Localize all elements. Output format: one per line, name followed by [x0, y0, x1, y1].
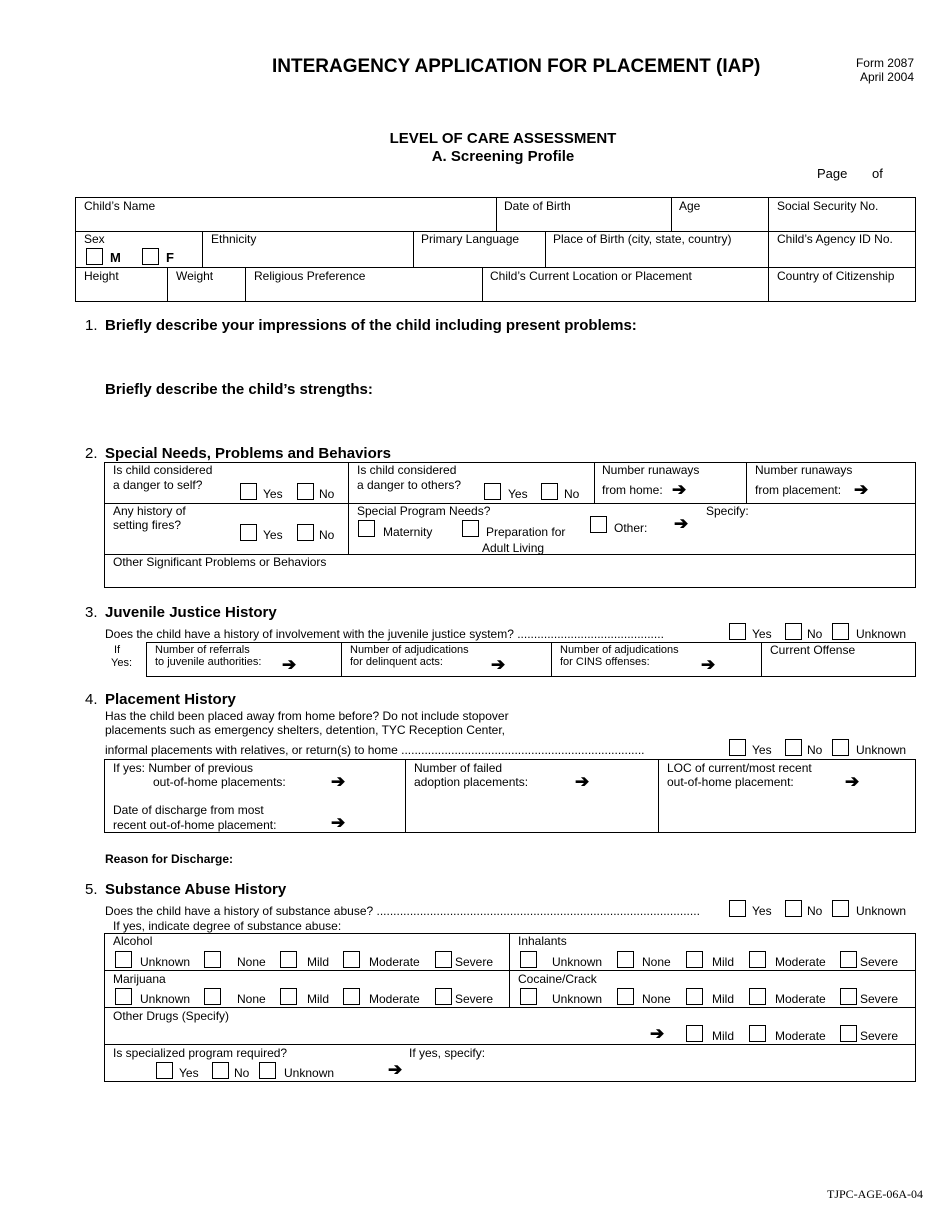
other-drugs-moderate-checkbox[interactable]	[749, 1025, 766, 1042]
substance-no-checkbox[interactable]	[785, 900, 802, 917]
marijuana-mild-label: Mild	[307, 992, 330, 1006]
section5-title: Substance Abuse History	[105, 881, 287, 898]
marijuana-none-checkbox[interactable]	[204, 988, 221, 1005]
alcohol-severe-checkbox[interactable]	[435, 951, 452, 968]
dob-label: Date of Birth	[504, 199, 571, 213]
placement-yes-label: Yes	[752, 743, 772, 757]
current-offense-label: Current Offense	[770, 643, 856, 657]
prev-placements-arrow-icon: ➔	[331, 772, 346, 791]
inhalants-label: Inhalants	[518, 934, 567, 948]
runaways-placement-line2: from placement:	[755, 483, 842, 497]
marijuana-unknown-label: Unknown	[140, 992, 191, 1006]
strengths-prompt: Briefly describe the child’s strengths:	[105, 381, 373, 398]
special-program-label: Special Program Needs?	[357, 504, 491, 518]
other-problems-label: Other Significant Problems or Behaviors	[113, 555, 327, 569]
jj-yes-label: Yes	[752, 627, 772, 641]
danger-others-no-checkbox[interactable]	[541, 483, 558, 500]
discharge-date-line2: recent out-of-home placement:	[113, 818, 277, 832]
cocaine-none-label: None	[642, 992, 671, 1006]
placement-no-checkbox[interactable]	[785, 739, 802, 756]
adult-living-checkbox[interactable]	[462, 520, 479, 537]
fires-line2: setting fires?	[113, 518, 182, 532]
runaways-placement-line1: Number runaways	[755, 463, 853, 477]
marijuana-moderate-label: Moderate	[369, 992, 420, 1006]
childs-name-label: Child’s Name	[84, 199, 156, 213]
marijuana-mild-checkbox[interactable]	[280, 988, 297, 1005]
sex-m-label: M	[110, 250, 121, 265]
placement-q-line3: informal placements with relatives, or return(s) to home .........................................................................	[105, 743, 645, 757]
current-location-label: Child’s Current Location or Placement	[490, 269, 692, 283]
other-program-label: Other:	[614, 521, 648, 535]
if-yes-specify-label: If yes, specify:	[409, 1046, 486, 1060]
specialized-unknown-label: Unknown	[284, 1066, 335, 1080]
cocaine-unknown-checkbox[interactable]	[520, 988, 537, 1005]
agency-id-label: Child’s Agency ID No.	[777, 232, 893, 246]
page-of-label: of	[872, 166, 883, 181]
substance-yes-label: Yes	[752, 904, 772, 918]
inhalants-unknown-checkbox[interactable]	[520, 951, 537, 968]
fires-no-checkbox[interactable]	[297, 524, 314, 541]
marijuana-moderate-checkbox[interactable]	[343, 988, 360, 1005]
placement-no-label: No	[807, 743, 823, 757]
alcohol-unknown-checkbox[interactable]	[115, 951, 132, 968]
adj-delinquent-line2: for delinquent acts:	[350, 656, 443, 668]
section4-number: 4.	[85, 691, 98, 708]
specialized-yes-checkbox[interactable]	[156, 1062, 173, 1079]
inhalants-mild-checkbox[interactable]	[686, 951, 703, 968]
loc-line1: LOC of current/most recent	[667, 761, 812, 775]
maternity-label: Maternity	[383, 525, 433, 539]
sex-f-label: F	[166, 250, 174, 265]
section-name: A. Screening Profile	[431, 148, 575, 165]
jj-if-line1: If	[114, 644, 121, 656]
page-subtitle: LEVEL OF CARE ASSESSMENT	[389, 130, 617, 147]
other-drugs-mild-checkbox[interactable]	[686, 1025, 703, 1042]
specialized-unknown-checkbox[interactable]	[259, 1062, 276, 1079]
marijuana-severe-checkbox[interactable]	[435, 988, 452, 1005]
inhalants-severe-label: Severe	[860, 955, 899, 969]
alcohol-none-label: None	[237, 955, 266, 969]
other-drugs-arrow-icon: ➔	[650, 1024, 665, 1043]
danger-others-yes-label: Yes	[508, 487, 528, 501]
section3-number: 3.	[85, 604, 98, 621]
danger-self-yes-label: Yes	[263, 487, 283, 501]
fires-no-label: No	[319, 528, 335, 542]
ethnicity-label: Ethnicity	[211, 232, 257, 246]
cocaine-mild-label: Mild	[712, 992, 735, 1006]
substance-degree-label: If yes, indicate degree of substance abuse:	[113, 919, 342, 933]
discharge-date-line1: Date of discharge from most	[113, 803, 264, 817]
substance-unknown-label: Unknown	[856, 904, 907, 918]
page-label: Page	[817, 166, 848, 181]
sex-label: Sex	[84, 232, 105, 246]
weight-label: Weight	[176, 269, 214, 283]
placement-unknown-checkbox[interactable]	[832, 739, 849, 756]
cocaine-mild-checkbox[interactable]	[686, 988, 703, 1005]
adj-delinquent-arrow-icon: ➔	[491, 655, 506, 674]
other-drugs-severe-checkbox[interactable]	[840, 1025, 857, 1042]
inhalants-mild-label: Mild	[712, 955, 735, 969]
specify-label: Specify:	[706, 504, 749, 518]
alcohol-mild-label: Mild	[307, 955, 330, 969]
marijuana-unknown-checkbox[interactable]	[115, 988, 132, 1005]
adj-cins-line1: Number of adjudications	[560, 644, 679, 656]
placement-q-line1: Has the child been placed away from home before? Do not include stopover	[105, 709, 509, 723]
other-drugs-moderate-label: Moderate	[775, 1029, 826, 1043]
fires-line1: Any history of	[113, 504, 186, 518]
section2-title: Special Needs, Problems and Behaviors	[105, 445, 391, 462]
inhalants-none-checkbox[interactable]	[617, 951, 634, 968]
form-title: INTERAGENCY APPLICATION FOR PLACEMENT (IAP)	[272, 56, 761, 77]
runaways-home-line2: from home:	[602, 483, 663, 497]
substance-no-label: No	[807, 904, 823, 918]
danger-others-yes-checkbox[interactable]	[484, 483, 501, 500]
specialized-yes-label: Yes	[179, 1066, 199, 1080]
runaways-placement-arrow-icon: ➔	[854, 480, 869, 499]
alcohol-none-checkbox[interactable]	[204, 951, 221, 968]
referrals-arrow-icon: ➔	[282, 655, 297, 674]
ssn-label: Social Security No.	[777, 199, 879, 213]
failed-adoption-line2: adoption placements:	[414, 775, 529, 789]
substance-question: Does the child have a history of substance abuse? .................................................................................................	[105, 904, 700, 918]
fires-yes-label: Yes	[263, 528, 283, 542]
age-label: Age	[679, 199, 701, 213]
section2-number: 2.	[85, 445, 98, 462]
maternity-checkbox[interactable]	[358, 520, 375, 537]
adj-delinquent-line1: Number of adjudications	[350, 644, 469, 656]
alcohol-label: Alcohol	[113, 934, 153, 948]
danger-self-line1: Is child considered	[113, 463, 213, 477]
specialized-program-label: Is specialized program required?	[113, 1046, 288, 1060]
placement-yes-checkbox[interactable]	[729, 739, 746, 756]
danger-self-line2: a danger to self?	[113, 478, 203, 492]
jj-no-label: No	[807, 627, 823, 641]
inhalants-moderate-label: Moderate	[775, 955, 826, 969]
footer-form-code: TJPC-AGE-06A-04	[827, 1187, 923, 1201]
marijuana-label: Marijuana	[113, 972, 166, 986]
impressions-prompt: Briefly describe your impressions of the child including present problems:	[105, 317, 637, 334]
marijuana-none-label: None	[237, 992, 266, 1006]
alcohol-mild-checkbox[interactable]	[280, 951, 297, 968]
specialized-no-checkbox[interactable]	[212, 1062, 229, 1079]
danger-others-line1: Is child considered	[357, 463, 457, 477]
specialized-arrow-icon: ➔	[388, 1060, 403, 1079]
other-drugs-mild-label: Mild	[712, 1029, 735, 1043]
loc-arrow-icon: ➔	[845, 772, 860, 791]
place-of-birth-label: Place of Birth (city, state, country)	[553, 232, 732, 246]
cocaine-label: Cocaine/Crack	[518, 972, 597, 986]
cocaine-severe-label: Severe	[860, 992, 899, 1006]
other-drugs-label: Other Drugs (Specify)	[113, 1009, 230, 1023]
placement-unknown-label: Unknown	[856, 743, 907, 757]
adj-cins-line2: for CINS offenses:	[560, 656, 650, 668]
alcohol-moderate-checkbox[interactable]	[343, 951, 360, 968]
other-drugs-severe-label: Severe	[860, 1029, 899, 1043]
alcohol-unknown-label: Unknown	[140, 955, 191, 969]
citizenship-label: Country of Citizenship	[777, 269, 895, 283]
cocaine-none-checkbox[interactable]	[617, 988, 634, 1005]
form-number: Form 2087	[855, 56, 914, 70]
religious-preference-label: Religious Preference	[254, 269, 366, 283]
danger-self-no-label: No	[319, 487, 335, 501]
discharge-date-arrow-icon: ➔	[331, 813, 346, 832]
section3-title: Juvenile Justice History	[105, 604, 277, 621]
sex-m-checkbox[interactable]	[86, 248, 103, 265]
alcohol-severe-label: Severe	[455, 955, 494, 969]
runaways-home-line1: Number runaways	[602, 463, 700, 477]
failed-adoption-line1: Number of failed	[414, 761, 503, 775]
inhalants-unknown-label: Unknown	[552, 955, 603, 969]
height-label: Height	[84, 269, 119, 283]
adult-living-line2: Adult Living	[482, 541, 545, 555]
sex-f-checkbox[interactable]	[142, 248, 159, 265]
danger-others-no-label: No	[564, 487, 580, 501]
reason-discharge-label: Reason for Discharge:	[105, 852, 234, 866]
danger-self-no-checkbox[interactable]	[297, 483, 314, 500]
adult-living-line1: Preparation for	[486, 525, 566, 539]
adj-cins-arrow-icon: ➔	[701, 655, 716, 674]
cocaine-moderate-checkbox[interactable]	[749, 988, 766, 1005]
danger-others-line2: a danger to others?	[357, 478, 462, 492]
prev-placements-line2: out-of-home placements:	[153, 775, 286, 789]
inhalants-moderate-checkbox[interactable]	[749, 951, 766, 968]
inhalants-none-label: None	[642, 955, 671, 969]
form-date: April 2004	[859, 70, 914, 84]
referrals-line1: Number of referrals	[155, 644, 250, 656]
section5-number: 5.	[85, 881, 98, 898]
loc-line2: out-of-home placement:	[667, 775, 794, 789]
jj-yes-checkbox[interactable]	[729, 623, 746, 640]
prev-placements-line1: If yes: Number of previous	[113, 761, 254, 775]
referrals-line2: to juvenile authorities:	[155, 656, 262, 668]
marijuana-severe-label: Severe	[455, 992, 494, 1006]
alcohol-moderate-label: Moderate	[369, 955, 420, 969]
jj-question: Does the child have a history of involvement with the juvenile justice system? ............................................	[105, 627, 664, 641]
placement-q-line2: placements such as emergency shelters, detention, TYC Reception Center,	[105, 723, 505, 737]
substance-yes-checkbox[interactable]	[729, 900, 746, 917]
cocaine-moderate-label: Moderate	[775, 992, 826, 1006]
substance-unknown-checkbox[interactable]	[832, 900, 849, 917]
section1-number: 1.	[85, 317, 98, 334]
cocaine-unknown-label: Unknown	[552, 992, 603, 1006]
jj-if-line2: Yes:	[111, 657, 133, 669]
jj-unknown-checkbox[interactable]	[832, 623, 849, 640]
jj-no-checkbox[interactable]	[785, 623, 802, 640]
runaways-home-arrow-icon: ➔	[672, 480, 687, 499]
fires-yes-checkbox[interactable]	[240, 524, 257, 541]
primary-language-label: Primary Language	[421, 232, 520, 246]
cocaine-severe-checkbox[interactable]	[840, 988, 857, 1005]
specialized-no-label: No	[234, 1066, 250, 1080]
failed-adoption-arrow-icon: ➔	[575, 772, 590, 791]
other-program-checkbox[interactable]	[590, 516, 607, 533]
inhalants-severe-checkbox[interactable]	[840, 951, 857, 968]
section4-title: Placement History	[105, 691, 236, 708]
danger-self-yes-checkbox[interactable]	[240, 483, 257, 500]
other-program-arrow-icon: ➔	[674, 514, 689, 533]
jj-unknown-label: Unknown	[856, 627, 907, 641]
